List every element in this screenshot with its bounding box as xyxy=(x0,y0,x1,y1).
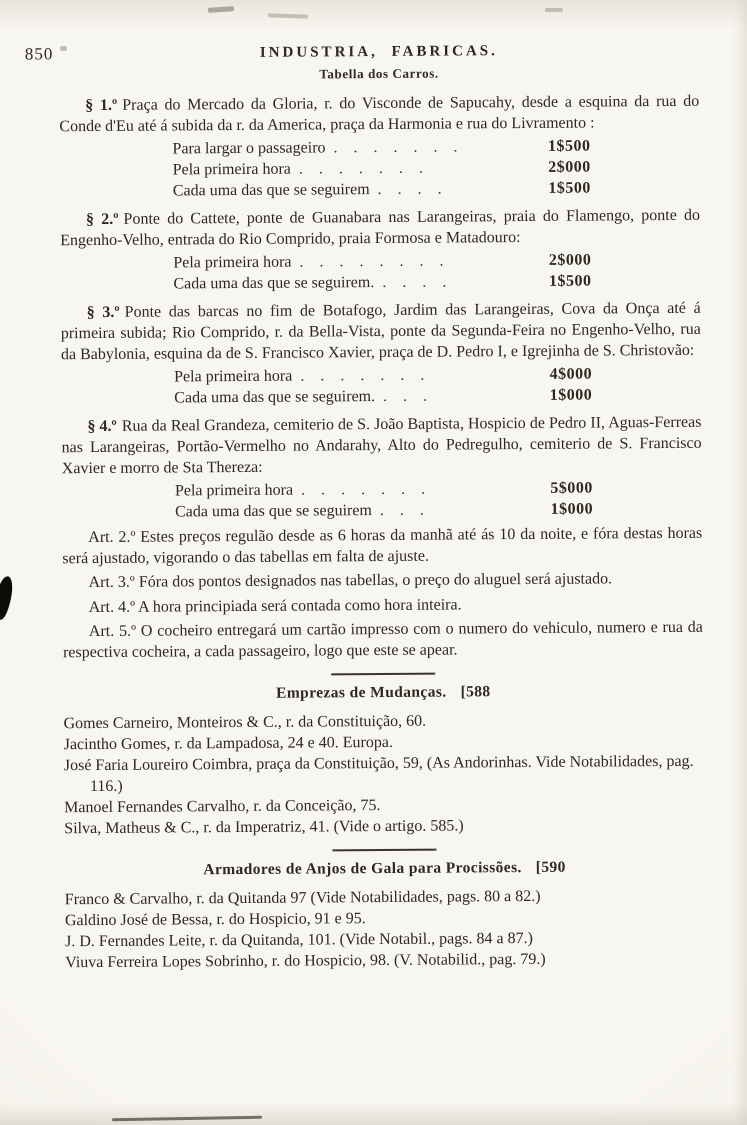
price-label: Para largar o passageiro xyxy=(172,139,326,158)
ink-blot-artifact xyxy=(0,575,14,621)
article-paragraph: Art. 2.º Estes preços regulão desde as 6 horas da manhã até ás 10 da noite, e fóra destas horas será ajustado, vigorando o das tabellas em falta de ajuste. xyxy=(62,524,703,567)
page-number: 850 xyxy=(24,44,54,64)
tariff-paragraph xyxy=(61,412,701,479)
dot-leader: . . . . . . . xyxy=(333,138,464,157)
price-row xyxy=(173,250,591,274)
directory-entry: Manoel Fernandes Carvalho, r. da Conceição, 75. xyxy=(64,797,381,817)
directory-entry: Silva, Matheus & C., r. da Imperatriz, 41. (Vide o artigo. 585.) xyxy=(64,817,464,838)
section-divider xyxy=(331,673,435,676)
directory-heading xyxy=(63,682,703,704)
section-label: § 3.º xyxy=(86,303,120,322)
price-label: Pela primeira hora xyxy=(174,367,293,386)
directory-entry: Franco & Carvalho, r. da Quitanda 97 (Vide Notabilidades, pags. 80 a 82.) xyxy=(64,887,541,909)
dot-leader: . . . . xyxy=(382,273,453,291)
article-paragraph: Art. 3.º Fóra dos pontos designados nas tabellas, o preço do aluguel será ajustado. xyxy=(88,570,613,592)
directory-entry: J. D. Fernandes Leite, r. da Quitanda, 101. (Vide Notabil., pags. 84 a 87.) xyxy=(64,929,533,951)
price-row xyxy=(174,385,592,409)
dot-leader: . . . . . . . . xyxy=(299,252,450,271)
price-value: 4$000 xyxy=(549,365,593,383)
price-label: Pela primeira hora xyxy=(174,481,294,500)
price-value: 1$500 xyxy=(547,137,591,155)
section-text: Ponte das barcas no fim de Botafogo, Jardim das Larangeiras, Cova da Onça até á primeira subida; Rio Comprido, r. da Bella-Vista, ponte da Segunda-Feira no Engenho-Velho, rua da Babylonia, esquina da de S. Francisco Xavier, praça de D. Pedro I, e Igrejinha de S. Christovão: xyxy=(60,299,701,364)
price-label: Cada uma das que se seguirem xyxy=(172,181,370,200)
price-row xyxy=(175,478,593,502)
directory-title: Emprezas de Mudanças. xyxy=(276,683,447,702)
section-label: § 4.º xyxy=(87,417,117,436)
article-paragraph: Art. 4.º A hora principiada será contada como hora inteira. xyxy=(88,595,462,616)
article-paragraph: Art. 5.º O cocheiro entregará um cartão impresso com o numero do vehiculo, numero e rua da respectiva cocheira, a cada passageiro, logo que este se apear. xyxy=(62,618,703,661)
tariff-paragraph xyxy=(60,205,700,251)
section-label: § 1.º xyxy=(85,96,118,115)
price-label: Cada uma das que se seguirem xyxy=(175,502,372,521)
section-divider xyxy=(332,849,436,852)
directory-ref: [590 xyxy=(535,858,566,876)
price-label: Cada uma das que se seguirem. xyxy=(173,274,375,293)
price-value: 1$000 xyxy=(550,500,594,518)
scan-edge-right xyxy=(733,0,747,1125)
price-block xyxy=(60,249,700,295)
tariff-paragraph xyxy=(59,91,699,137)
price-block xyxy=(62,477,702,523)
scan-smudge-top xyxy=(545,8,563,12)
directory-entry: Jacintho Gomes, r. da Lampadosa, 24 e 40. Europa. xyxy=(63,733,393,754)
directory-entry: Galdino José de Bessa, r. do Hospicio, 91 e 95. xyxy=(64,910,366,930)
price-value: 1$000 xyxy=(549,386,593,404)
price-row xyxy=(173,178,591,202)
section-label: § 2.º xyxy=(85,210,119,229)
section-text: Praça do Mercado da Gloria, r. do Visconde de Sapucahy, desde a esquina da rua do Conde d'Eu até á subida da r. da America, praça da Harmonia e rua do Livramento : xyxy=(59,92,700,136)
price-value: 2$000 xyxy=(548,158,591,176)
dot-leader: . . . . . . . xyxy=(301,480,432,499)
scan-edge-top xyxy=(0,0,747,30)
tariff-section xyxy=(59,91,700,202)
directory-entries xyxy=(65,885,706,973)
dot-leader: . . . . . . . xyxy=(300,366,431,385)
dot-leader: . . . . . . . xyxy=(298,159,429,178)
directory-section xyxy=(64,847,705,973)
scan-smudge-top xyxy=(208,6,234,13)
scan-streak-bottom xyxy=(112,1116,262,1122)
directory-entry: Viuva Ferreira Lopes Sobrinho, r. do Hospicio, 98. (V. Notabilid., pag. 79.) xyxy=(65,950,546,972)
price-label: Cada uma das que se seguirem. xyxy=(174,388,376,407)
directory-entries xyxy=(63,709,704,839)
directory-title: Armadores de Anjos de Gala para Procissões. xyxy=(203,859,522,879)
price-value: 5$000 xyxy=(550,479,593,497)
price-label: Pela primeira hora xyxy=(172,160,291,179)
tariff-section xyxy=(61,298,702,409)
price-block xyxy=(59,135,699,202)
price-row xyxy=(173,157,591,181)
dot-leader: . . . xyxy=(383,387,434,405)
dot-leader: . . . . xyxy=(377,180,448,199)
price-value: 1$500 xyxy=(548,179,591,197)
page-subtitle: Tabella dos Carros. xyxy=(319,65,439,82)
directory-entry: José Faria Loureiro Coimbra, praça da Constituição, 59, (As Andorinhas. Vide Notabilidades, pag. 116.) xyxy=(63,752,694,796)
price-block xyxy=(61,363,701,409)
scan-edge-bottom xyxy=(0,1103,747,1125)
directory-section xyxy=(63,671,704,839)
directory-heading xyxy=(65,858,705,880)
price-row xyxy=(175,499,593,523)
price-row xyxy=(173,271,591,295)
price-row xyxy=(174,364,592,388)
page-title: INDUSTRIA, FABRICAS. xyxy=(259,43,498,61)
tariff-paragraph xyxy=(61,298,701,365)
directory-entry: Gomes Carneiro, Monteiros & C., r. da Constituição, 60. xyxy=(63,712,427,733)
price-value: 2$000 xyxy=(548,251,592,269)
price-row xyxy=(172,136,590,160)
dot-leader: . . . xyxy=(379,501,430,520)
price-value: 1$500 xyxy=(548,272,592,290)
directory-ref: [588 xyxy=(460,683,491,701)
section-text: Rua da Real Grandeza, cemiterio de S. João Baptista, Hospicio de Pedro II, Aguas-Ferreas nas Larangeiras, Portão-Vermelho no Andarahy, Alto do Pedregulho, cemiterio de S. Francisco Xavier e morro de Sta Thereza: xyxy=(61,413,702,478)
tariff-section xyxy=(60,205,701,295)
tariff-section xyxy=(61,412,702,523)
scan-smudge-top xyxy=(268,13,308,18)
masthead xyxy=(24,32,699,88)
price-label: Pela primeira hora xyxy=(173,253,292,272)
page-content xyxy=(24,32,706,973)
section-text: Ponte do Cattete, ponte de Guanabara nas Larangeiras, praia do Flamengo, ponte do Engenho-Velho, entrada do Rio Comprido, praia Formosa e Matadouro: xyxy=(60,206,701,250)
